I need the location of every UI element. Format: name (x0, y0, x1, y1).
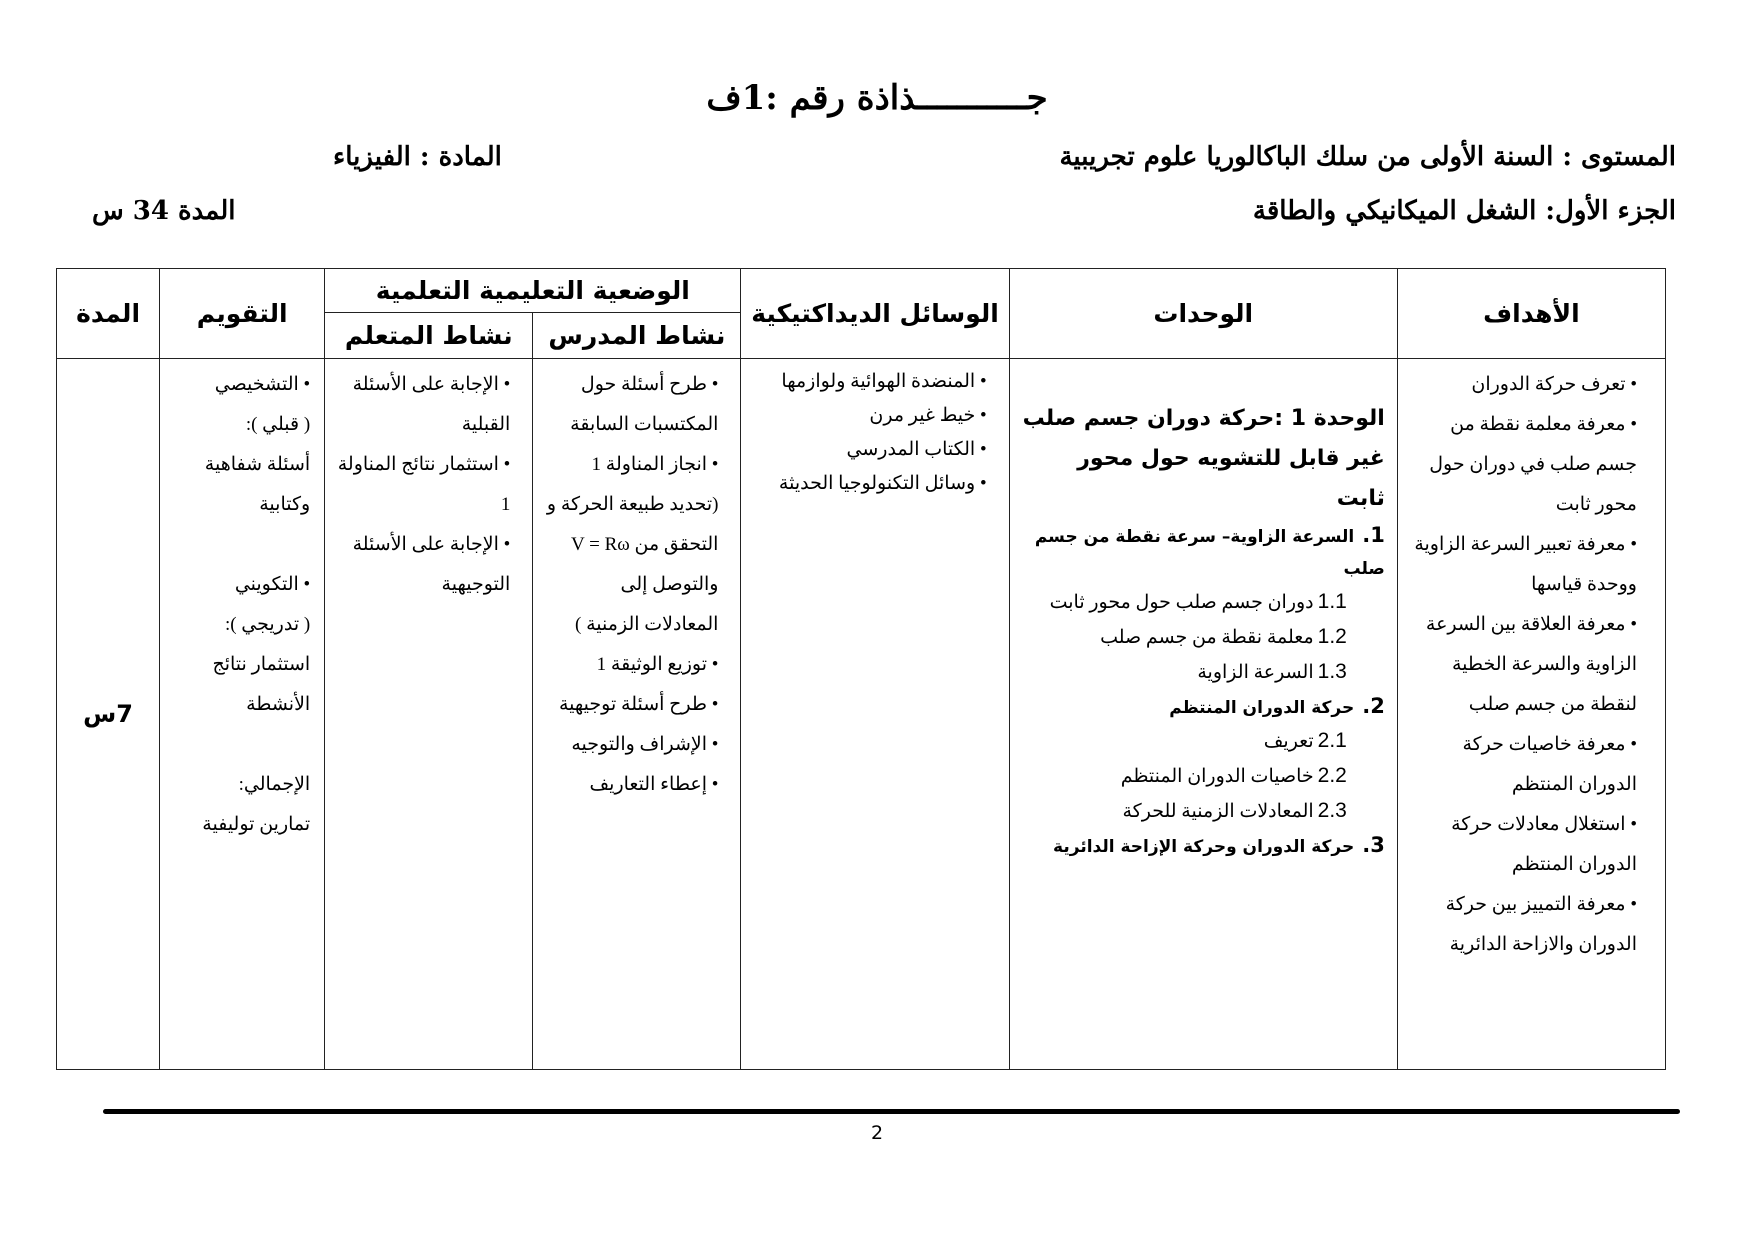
didactic-means-item: • وسائل التكنولوجيا الحديثة (751, 467, 986, 501)
objective-item: • معرفة التمييز بين حركة الدوران والازاحة الدائرية (1408, 885, 1637, 965)
teacher-activity-list (543, 365, 718, 805)
subsection-label: خاصيات الدوران المنتظم (1120, 766, 1314, 787)
subsection-number: 1.2 (1317, 625, 1347, 648)
teacher-activity-item: • توزيع الوثيقة 1 (543, 645, 718, 685)
section-number: 2. (1362, 694, 1385, 718)
section-label: حركة الدوران المنتظم (1169, 698, 1355, 718)
lesson-plan-table (56, 268, 1666, 1070)
teacher-activity-item: • إعطاء التعاريف (543, 765, 718, 805)
objective-item: • معرفة العلاقة بين السرعة الزاوية والسرعة الخطية لنقطة من جسم صلب (1408, 605, 1637, 725)
unit-subsection (1022, 724, 1385, 759)
objective-item: • معرفة تعبير السرعة الزاوية ووحدة قياسها (1408, 525, 1637, 605)
learner-activity-item: • الإجابة على الأسئلة القبلية (335, 365, 510, 445)
objective-item: • تعرف حركة الدوران (1408, 365, 1637, 405)
header-learner-activity: نشاط المتعلم (325, 313, 533, 359)
teacher-activity-item: • طرح أسئلة حول المكتسبات السابقة (543, 365, 718, 445)
objectives-cell (1397, 359, 1665, 1070)
objective-item: • معرفة خاصيات حركة الدوران المنتظم (1408, 725, 1637, 805)
page-number: 2 (870, 1122, 884, 1144)
objective-item: • معرفة معلمة نقطة من جسم صلب في دوران حول محور ثابت (1408, 405, 1637, 525)
header-units: الوحدات (1009, 269, 1397, 359)
unit-title: الوحدة 1 :حركة دوران جسم صلب غير قابل للتشويه حول محور ثابت (1022, 406, 1385, 511)
subsection-label: دوران جسم صلب حول محور ثابت (1049, 592, 1314, 613)
header-duration: المدة (57, 269, 160, 359)
teacher-activity-item: • الإشراف والتوجيه (543, 725, 718, 765)
objectives-list (1408, 365, 1637, 965)
evaluation-cell (160, 359, 325, 1070)
unit-section (1022, 829, 1385, 863)
subsection-label: السرعة الزاوية (1197, 662, 1314, 683)
unit-subsection (1022, 655, 1385, 690)
didactic-means-cell (741, 359, 1009, 1070)
subsection-label: المعادلات الزمنية للحركة (1122, 801, 1314, 822)
evaluation-diagnostic-detail: أسئلة شفاهية وكتابية (204, 454, 311, 515)
learner-activity-cell (325, 359, 533, 1070)
unit-subsection (1022, 759, 1385, 794)
unit-section (1022, 690, 1385, 724)
learner-activity-item: • استثمار نتائج المناولة 1 (335, 445, 510, 525)
evaluation-formative-detail: استثمار نتائج الأنشطة (212, 654, 311, 715)
learner-activity-list (335, 365, 510, 605)
unit-subsection (1022, 620, 1385, 655)
footer-rule (103, 1109, 1680, 1114)
header-evaluation: التقويم (160, 269, 325, 359)
teacher-activity-item: • طرح أسئلة توجيهية (543, 685, 718, 725)
header-didactic-means: الوسائل الديداكتيكية (741, 269, 1009, 359)
subsection-number: 2.3 (1317, 799, 1347, 822)
subsection-label: تعريف (1263, 731, 1314, 752)
level-label: المستوى : السنة الأولى من سلك الباكالوريا علوم تجريبية (1059, 142, 1676, 172)
didactic-means-list (751, 365, 986, 501)
header-learning-situation: الوضعية التعليمية التعلمية (325, 269, 741, 313)
section-label: حركة الدوران وحركة الإزاحة الدائرية (1053, 837, 1355, 857)
header-teacher-activity: نشاط المدرس (533, 313, 741, 359)
didactic-means-item: • خيط غير مرن (751, 399, 986, 433)
evaluation-summative: الإجمالي: (238, 774, 311, 795)
units-cell (1009, 359, 1397, 1070)
evaluation-summative-detail: تمارين توليفية (202, 814, 311, 835)
section-label: السرعة الزاوية– سرعة نقطة من جسم صلب (1034, 527, 1385, 579)
didactic-means-item: • الكتاب المدرسي (751, 433, 986, 467)
subsection-number: 1.1 (1317, 590, 1347, 613)
section-number: 3. (1362, 833, 1385, 857)
teacher-activity-item: • انجاز المناولة 1 (تحديد طبيعة الحركة و التحقق من V = Rω والتوصل إلى المعادلات الزمنية ) (543, 445, 718, 645)
duration-cell: 7س (57, 359, 160, 1070)
unit-subsection (1022, 794, 1385, 829)
evaluation-formative-note: ( تدريجي ): (224, 614, 311, 635)
document-title: جـــــــــــذاذة رقم :1ف (706, 78, 1048, 118)
section-number: 1. (1362, 523, 1385, 547)
unit-section (1022, 519, 1385, 585)
unit-subsection (1022, 585, 1385, 620)
header-objectives: الأهداف (1397, 269, 1665, 359)
part-label: الجزء الأول: الشغل الميكانيكي والطاقة (1252, 196, 1676, 226)
objective-item: • استغلال معادلات حركة الدوران المنتظم (1408, 805, 1637, 885)
learner-activity-item: • الإجابة على الأسئلة التوجيهية (335, 525, 510, 605)
total-duration-label: المدة 34 س (92, 196, 236, 226)
subject-label: المادة : الفيزياء (333, 142, 502, 172)
subsection-number: 2.2 (1317, 764, 1347, 787)
subsection-number: 2.1 (1317, 729, 1347, 752)
evaluation-diagnostic: • التشخيصي (170, 365, 310, 405)
teacher-activity-cell (533, 359, 741, 1070)
subsection-label: معلمة نقطة من جسم صلب (1100, 627, 1314, 648)
didactic-means-item: • المنضدة الهوائية ولوازمها (751, 365, 986, 399)
evaluation-formative: • التكويني (170, 565, 310, 605)
evaluation-diagnostic-note: ( قبلي ): (245, 414, 311, 435)
subsection-number: 1.3 (1317, 660, 1347, 683)
